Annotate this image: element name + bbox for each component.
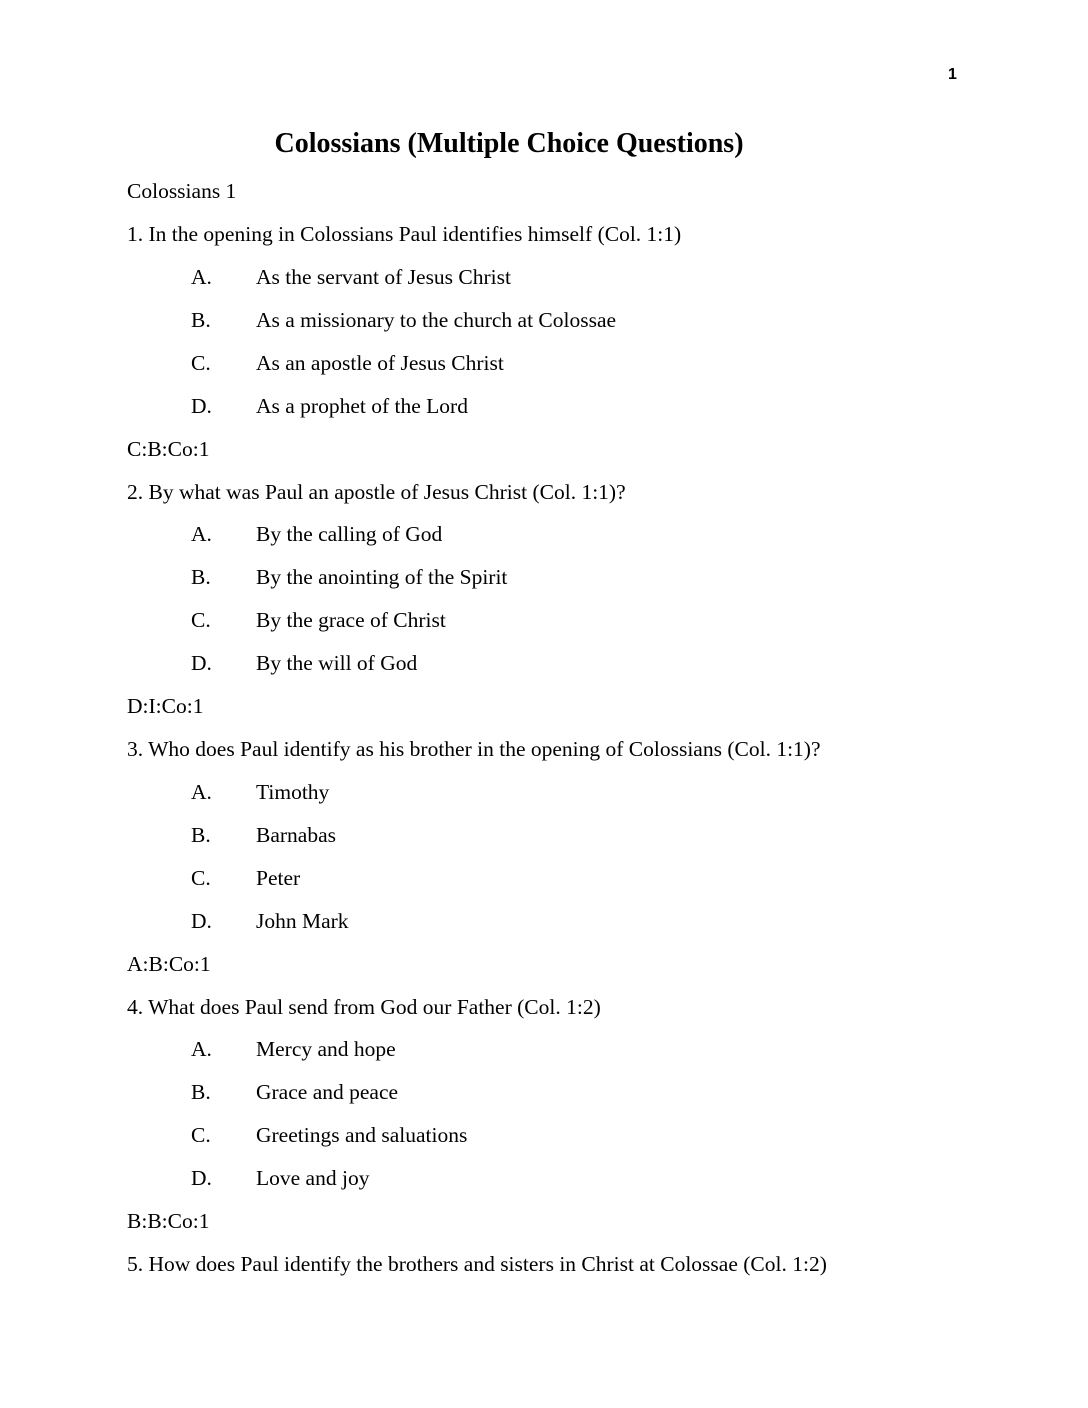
question-1: 1. In the opening in Colossians Paul identifies himself (Col. 1:1)	[127, 222, 682, 246]
answer-key: C:B:Co:1	[127, 437, 210, 461]
option-text: By the calling of God	[256, 522, 443, 546]
option-text: By the anointing of the Spirit	[256, 565, 508, 589]
option-letter: C.	[191, 608, 211, 632]
option-text: As the servant of Jesus Christ	[256, 265, 511, 289]
question-3: 3. Who does Paul identify as his brother in the opening of Colossians (Col. 1:1)?	[127, 737, 821, 761]
answer-key: B:B:Co:1	[127, 1209, 210, 1233]
option-text: By the grace of Christ	[256, 608, 446, 632]
option-letter: A.	[191, 780, 212, 804]
option-text: Peter	[256, 866, 301, 890]
question-4: 4. What does Paul send from God our Father (Col. 1:2)	[127, 995, 601, 1019]
answer-key: D:I:Co:1	[127, 694, 204, 718]
option-text: Timothy	[256, 780, 330, 804]
option-text: Greetings and saluations	[256, 1123, 468, 1147]
option-letter: B.	[191, 565, 211, 589]
option-text: Grace and peace	[256, 1080, 399, 1104]
option-letter: D.	[191, 1166, 212, 1190]
section-heading: Colossians 1	[127, 179, 237, 203]
option-text: John Mark	[256, 909, 349, 933]
option-letter: C.	[191, 866, 211, 890]
option-letter: D.	[191, 651, 212, 675]
option-letter: C.	[191, 1123, 211, 1147]
option-letter: D.	[191, 394, 212, 418]
option-text: As an apostle of Jesus Christ	[256, 351, 504, 375]
option-text: Love and joy	[256, 1166, 370, 1190]
option-letter: A.	[191, 522, 212, 546]
question-2: 2. By what was Paul an apostle of Jesus Christ (Col. 1:1)?	[127, 480, 626, 504]
option-letter: B.	[191, 1080, 211, 1104]
page-title: Colossians (Multiple Choice Questions)	[274, 128, 744, 159]
option-text: By the will of God	[256, 651, 418, 675]
option-text: As a missionary to the church at Colossae	[256, 308, 617, 332]
option-letter: A.	[191, 265, 212, 289]
option-letter: A.	[191, 1037, 212, 1061]
option-letter: D.	[191, 909, 212, 933]
option-letter: B.	[191, 308, 211, 332]
option-letter: B.	[191, 823, 211, 847]
question-5: 5. How does Paul identify the brothers and sisters in Christ at Colossae (Col. 1:2)	[127, 1252, 827, 1276]
page-number: 1	[948, 66, 957, 83]
option-text: As a prophet of the Lord	[256, 394, 468, 418]
answer-key: A:B:Co:1	[127, 952, 211, 976]
option-text: Barnabas	[256, 823, 336, 847]
option-letter: C.	[191, 351, 211, 375]
option-text: Mercy and hope	[256, 1037, 396, 1061]
